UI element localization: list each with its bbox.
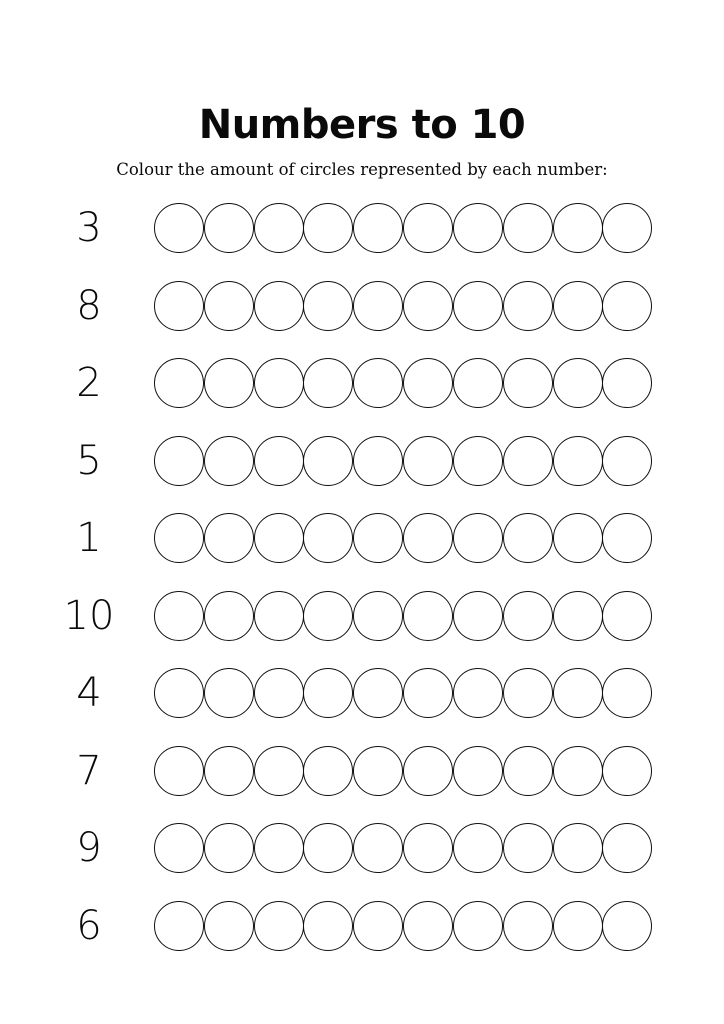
empty-circle[interactable]: [403, 668, 453, 718]
empty-circle[interactable]: [403, 281, 453, 331]
empty-circle[interactable]: [353, 358, 403, 408]
empty-circle[interactable]: [204, 281, 254, 331]
empty-circle[interactable]: [453, 513, 503, 563]
number-row: [0, 666, 724, 720]
empty-circle[interactable]: [303, 436, 353, 486]
empty-circle[interactable]: [403, 591, 453, 641]
empty-circle[interactable]: [254, 668, 304, 718]
number-row: [0, 899, 724, 953]
empty-circle[interactable]: [353, 203, 403, 253]
empty-circle[interactable]: [403, 746, 453, 796]
empty-circle[interactable]: [303, 901, 353, 951]
empty-circle[interactable]: [503, 513, 553, 563]
empty-circle[interactable]: [353, 436, 403, 486]
empty-circle[interactable]: [204, 901, 254, 951]
circle-group: [154, 281, 652, 331]
circle-group: [154, 203, 652, 253]
empty-circle[interactable]: [254, 591, 304, 641]
empty-circle[interactable]: [602, 203, 652, 253]
empty-circle[interactable]: [204, 203, 254, 253]
empty-circle[interactable]: [602, 358, 652, 408]
empty-circle[interactable]: [453, 668, 503, 718]
row-number: 7: [76, 747, 102, 794]
empty-circle[interactable]: [154, 358, 204, 408]
empty-circle[interactable]: [503, 746, 553, 796]
empty-circle[interactable]: [353, 668, 403, 718]
empty-circle[interactable]: [303, 591, 353, 641]
empty-circle[interactable]: [403, 203, 453, 253]
empty-circle[interactable]: [154, 668, 204, 718]
empty-circle[interactable]: [254, 901, 304, 951]
empty-circle[interactable]: [602, 281, 652, 331]
empty-circle[interactable]: [154, 203, 204, 253]
empty-circle[interactable]: [154, 823, 204, 873]
row-number: 3: [76, 205, 102, 251]
row-number: 10: [63, 592, 115, 639]
empty-circle[interactable]: [503, 823, 553, 873]
empty-circle[interactable]: [303, 281, 353, 331]
empty-circle[interactable]: [303, 668, 353, 718]
empty-circle[interactable]: [254, 281, 304, 331]
empty-circle[interactable]: [353, 746, 403, 796]
row-number: 9: [76, 825, 102, 871]
empty-circle[interactable]: [303, 823, 353, 873]
number-row: [0, 356, 724, 410]
empty-circle[interactable]: [453, 358, 503, 408]
empty-circle[interactable]: [553, 591, 603, 641]
empty-circle[interactable]: [403, 436, 453, 486]
empty-circle[interactable]: [602, 901, 652, 951]
circle-group: [154, 823, 652, 873]
empty-circle[interactable]: [303, 746, 353, 796]
empty-circle[interactable]: [403, 513, 453, 563]
empty-circle[interactable]: [602, 436, 652, 486]
empty-circle[interactable]: [602, 668, 652, 718]
empty-circle[interactable]: [553, 203, 603, 253]
circle-group: [154, 513, 652, 563]
empty-circle[interactable]: [403, 358, 453, 408]
empty-circle[interactable]: [254, 513, 304, 563]
empty-circle[interactable]: [204, 436, 254, 486]
empty-circle[interactable]: [353, 591, 403, 641]
empty-circle[interactable]: [453, 203, 503, 253]
empty-circle[interactable]: [254, 823, 304, 873]
empty-circle[interactable]: [503, 436, 553, 486]
number-row: [0, 434, 724, 488]
circle-group: [154, 901, 652, 951]
empty-circle[interactable]: [204, 358, 254, 408]
row-number: 2: [76, 360, 102, 406]
empty-circle[interactable]: [553, 746, 603, 796]
empty-circle[interactable]: [453, 901, 503, 951]
circle-group: [154, 358, 652, 408]
empty-circle[interactable]: [503, 281, 553, 331]
empty-circle[interactable]: [154, 281, 204, 331]
empty-circle[interactable]: [453, 746, 503, 796]
empty-circle[interactable]: [254, 746, 304, 796]
empty-circle[interactable]: [303, 203, 353, 253]
empty-circle[interactable]: [353, 901, 403, 951]
empty-circle[interactable]: [154, 513, 204, 563]
empty-circle[interactable]: [503, 358, 553, 408]
empty-circle[interactable]: [254, 436, 304, 486]
row-number: 8: [76, 282, 102, 329]
empty-circle[interactable]: [553, 436, 603, 486]
empty-circle[interactable]: [204, 668, 254, 718]
empty-circle[interactable]: [453, 436, 503, 486]
number-row: [0, 279, 724, 333]
empty-circle[interactable]: [602, 746, 652, 796]
instructions-text: Colour the amount of circles represented by each number:: [116, 160, 608, 179]
empty-circle[interactable]: [553, 358, 603, 408]
number-row: [0, 511, 724, 565]
empty-circle[interactable]: [503, 591, 553, 641]
row-number: 1: [76, 515, 102, 561]
circle-group: [154, 668, 652, 718]
page-title: Numbers to 10: [198, 102, 526, 148]
empty-circle[interactable]: [154, 436, 204, 486]
empty-circle[interactable]: [254, 358, 304, 408]
circle-group: [154, 591, 652, 641]
empty-circle[interactable]: [602, 513, 652, 563]
empty-circle[interactable]: [602, 823, 652, 873]
empty-circle[interactable]: [303, 513, 353, 563]
empty-circle[interactable]: [453, 281, 503, 331]
number-row: [0, 821, 724, 875]
empty-circle[interactable]: [553, 823, 603, 873]
empty-circle[interactable]: [503, 668, 553, 718]
empty-circle[interactable]: [453, 591, 503, 641]
empty-circle[interactable]: [553, 513, 603, 563]
empty-circle[interactable]: [154, 746, 204, 796]
row-number: 4: [76, 670, 102, 716]
empty-circle[interactable]: [154, 901, 204, 951]
empty-circle[interactable]: [353, 513, 403, 563]
empty-circle[interactable]: [204, 823, 254, 873]
empty-circle[interactable]: [204, 591, 254, 641]
number-row: [0, 744, 724, 798]
empty-circle[interactable]: [553, 281, 603, 331]
empty-circle[interactable]: [602, 591, 652, 641]
number-row: [0, 589, 724, 643]
empty-circle[interactable]: [553, 668, 603, 718]
empty-circle[interactable]: [353, 823, 403, 873]
empty-circle[interactable]: [154, 591, 204, 641]
empty-circle[interactable]: [403, 823, 453, 873]
empty-circle[interactable]: [503, 901, 553, 951]
row-number: 5: [76, 437, 102, 484]
circle-group: [154, 436, 652, 486]
empty-circle[interactable]: [254, 203, 304, 253]
empty-circle[interactable]: [453, 823, 503, 873]
empty-circle[interactable]: [204, 513, 254, 563]
row-number: 6: [76, 902, 102, 949]
empty-circle[interactable]: [303, 358, 353, 408]
empty-circle[interactable]: [503, 203, 553, 253]
empty-circle[interactable]: [204, 746, 254, 796]
circle-group: [154, 746, 652, 796]
empty-circle[interactable]: [553, 901, 603, 951]
empty-circle[interactable]: [403, 901, 453, 951]
number-row: [0, 201, 724, 255]
empty-circle[interactable]: [353, 281, 403, 331]
